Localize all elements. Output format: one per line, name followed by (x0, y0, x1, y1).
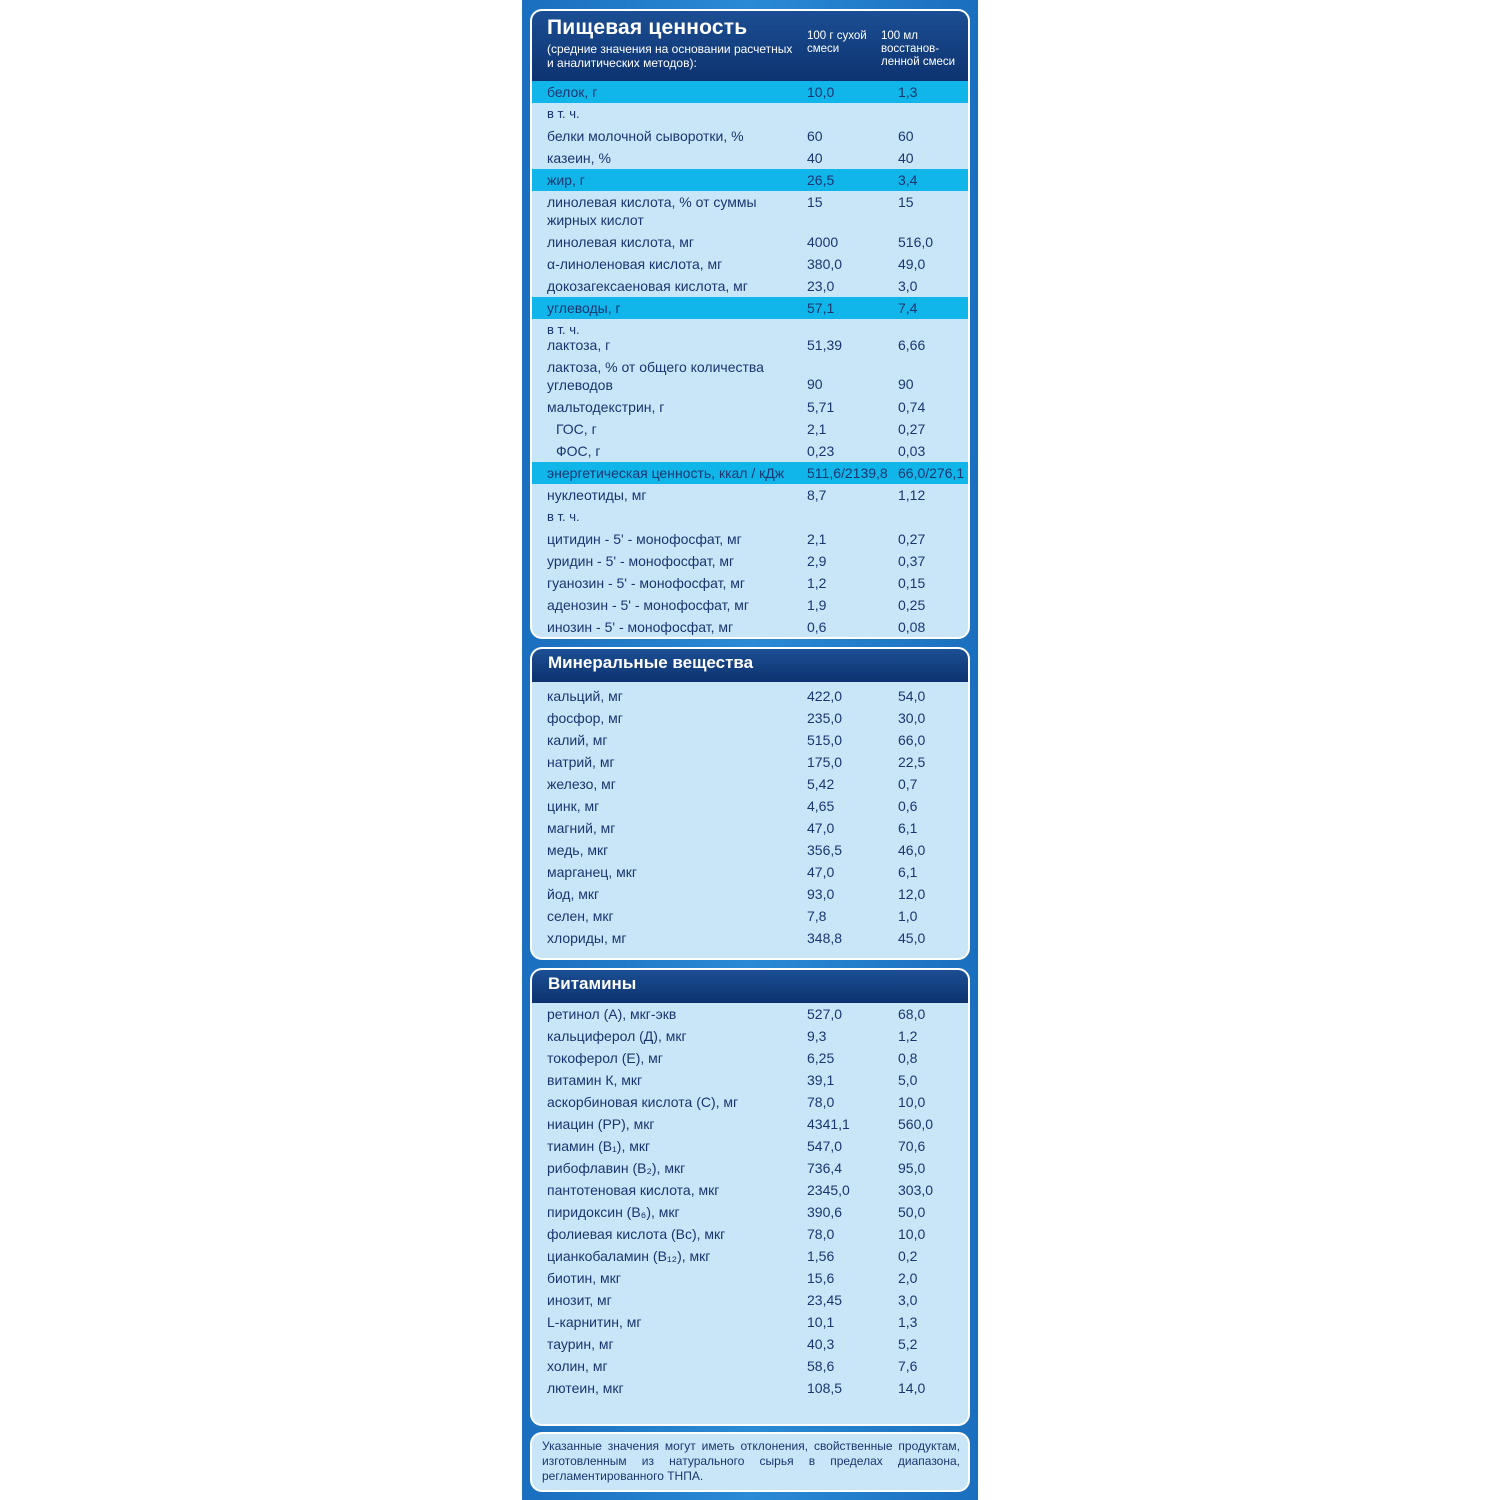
value-per-100ml: 6,1 (898, 820, 918, 836)
value-per-100g: 90 (807, 376, 823, 392)
row-label: линолевая кислота, мг (547, 234, 694, 250)
value-per-100g: 51,39 (807, 337, 843, 353)
table-row (532, 729, 968, 751)
value-per-100ml: 10,0 (898, 1094, 926, 1110)
table-row (532, 334, 968, 356)
value-per-100ml: 14,0 (898, 1380, 926, 1396)
row-label: холин, мг (547, 1358, 608, 1374)
row-label: инозит, мг (547, 1292, 612, 1308)
table-row (532, 927, 968, 949)
value-per-100g: 736,4 (807, 1160, 843, 1176)
value-per-100ml: 1,12 (898, 487, 926, 503)
table-row (532, 572, 968, 594)
row-label: ниацин (РР), мкг (547, 1116, 655, 1132)
table-row (532, 616, 968, 638)
value-per-100ml: 1,3 (898, 1314, 918, 1330)
value-per-100g: 422,0 (807, 688, 843, 704)
value-per-100g: 5,71 (807, 399, 835, 415)
value-per-100g: 6,25 (807, 1050, 835, 1066)
row-label: пантотеновая кислота, мкг (547, 1182, 720, 1198)
table-row (532, 861, 968, 883)
row-label: аденозин - 5' - монофосфат, мг (547, 597, 750, 613)
value-per-100ml: 1,3 (898, 84, 918, 100)
table-row (532, 594, 968, 616)
minerals-table (532, 682, 968, 949)
table-row (532, 484, 968, 506)
value-per-100ml: 303,0 (898, 1182, 934, 1198)
value-per-100g: 4000 (807, 234, 839, 250)
value-per-100ml: 560,0 (898, 1116, 934, 1132)
value-per-100ml: 5,0 (898, 1072, 918, 1088)
value-per-100ml: 90 (898, 376, 914, 392)
row-label: лактоза, г (547, 337, 611, 353)
value-per-100g: 4,65 (807, 798, 835, 814)
value-per-100ml: 5,2 (898, 1336, 918, 1352)
value-per-100ml: 0,7 (898, 776, 918, 792)
table-row (532, 1245, 968, 1267)
row-label: натрий, мг (547, 754, 615, 770)
value-per-100ml: 3,4 (898, 172, 918, 188)
row-label: биотин, мкг (547, 1270, 621, 1286)
table-row (532, 1267, 968, 1289)
table-row (532, 1047, 968, 1069)
value-per-100g: 235,0 (807, 710, 843, 726)
row-label: ГОС, г (556, 421, 597, 437)
value-per-100g: 527,0 (807, 1006, 843, 1022)
value-per-100ml: 7,4 (898, 300, 918, 316)
row-label: в т. ч. (547, 322, 580, 337)
row-label: токоферол (Е), мг (547, 1050, 663, 1066)
value-per-100ml: 10,0 (898, 1226, 926, 1242)
disclaimer-note: Указанные значения могут иметь отклонения, свойственные продуктам, изготовленным из натурального сырья в пределах диапазона, регламентированного ТНПА. (542, 1439, 960, 1483)
value-per-100g: 58,6 (807, 1358, 835, 1374)
value-per-100g: 78,0 (807, 1226, 835, 1242)
value-per-100g: 175,0 (807, 754, 843, 770)
row-label: углеводы, г (547, 300, 621, 316)
value-per-100g: 2,1 (807, 531, 827, 547)
value-per-100g: 40 (807, 150, 823, 166)
value-per-100g: 547,0 (807, 1138, 843, 1154)
row-label: энергетическая ценность, ккал / кДж (547, 465, 785, 481)
row-label: йод, мкг (547, 886, 600, 902)
table-row (532, 1003, 968, 1025)
value-per-100g: 1,9 (807, 597, 827, 613)
value-per-100ml: 12,0 (898, 886, 926, 902)
value-per-100ml: 15 (898, 194, 914, 210)
table-row (532, 418, 968, 440)
value-per-100ml: 3,0 (898, 278, 918, 294)
column-header-reconstituted: 100 мл восстанов-ленной смеси (881, 30, 956, 68)
value-per-100ml: 7,6 (898, 1358, 918, 1374)
row-label: линолевая кислота, % от суммы жирных кислот (547, 194, 757, 228)
table-row (532, 1069, 968, 1091)
table-row (532, 1201, 968, 1223)
row-label: таурин, мг (547, 1336, 614, 1352)
row-label: инозин - 5' - монофосфат, мг (547, 619, 734, 635)
value-per-100ml: 0,37 (898, 553, 926, 569)
column-header-dry: 100 г сухой смеси (807, 30, 867, 55)
vitamins-header (532, 970, 968, 1003)
minerals-header (532, 649, 968, 682)
value-per-100g: 356,5 (807, 842, 843, 858)
value-per-100g: 511,6/2139,8 (807, 465, 888, 481)
table-row (532, 795, 968, 817)
value-per-100ml: 0,25 (898, 597, 926, 613)
table-row (532, 751, 968, 773)
table-row (532, 1289, 968, 1311)
value-per-100g: 39,1 (807, 1072, 835, 1088)
value-per-100ml: 45,0 (898, 930, 926, 946)
table-row (532, 839, 968, 861)
table-row (532, 231, 968, 253)
row-label: марганец, мкг (547, 864, 637, 880)
table-row (532, 1113, 968, 1135)
vitamins-title: Витамины (548, 974, 637, 993)
value-per-100g: 78,0 (807, 1094, 835, 1110)
row-label: белки молочной сыворотки, % (547, 128, 744, 144)
value-per-100ml: 1,0 (898, 908, 918, 924)
row-label: жир, г (547, 172, 585, 188)
row-label: гуанозин - 5' - монофосфат, мг (547, 575, 746, 591)
row-label: α-линоленовая кислота, мг (547, 256, 723, 272)
value-per-100g: 390,6 (807, 1204, 843, 1220)
value-per-100ml: 6,1 (898, 864, 918, 880)
value-per-100ml: 40 (898, 150, 914, 166)
table-row (532, 773, 968, 795)
vitamins-table (532, 1003, 968, 1399)
value-per-100ml: 0,08 (898, 619, 926, 635)
value-per-100ml: 0,15 (898, 575, 926, 591)
value-per-100ml: 0,74 (898, 399, 926, 415)
value-per-100ml: 0,2 (898, 1248, 918, 1264)
vitamins-panel (530, 968, 970, 1426)
row-label: железо, мг (547, 776, 616, 792)
value-per-100g: 0,6 (807, 619, 827, 635)
row-label: лактоза, % от общего количества углеводов (547, 359, 764, 393)
minerals-panel (530, 647, 970, 960)
table-row (532, 275, 968, 297)
row-label: тиамин (В₁), мкг (547, 1138, 651, 1154)
value-per-100g: 10,0 (807, 84, 835, 100)
table-row (532, 169, 968, 191)
value-per-100ml: 0,6 (898, 798, 918, 814)
nutrition-subtitle: (средние значения на основании расчетных и аналитических методов): (547, 42, 793, 70)
value-per-100ml: 70,6 (898, 1138, 926, 1154)
row-label: хлориды, мг (547, 930, 627, 946)
table-row (532, 1311, 968, 1333)
table-row (532, 707, 968, 729)
value-per-100g: 348,8 (807, 930, 843, 946)
table-row (532, 817, 968, 839)
table-row (532, 506, 968, 528)
row-label: рибофлавин (В₂), мкг (547, 1160, 686, 1176)
row-label: казеин, % (547, 150, 611, 166)
table-row (532, 1223, 968, 1245)
row-label: витамин К, мкг (547, 1072, 643, 1088)
value-per-100ml: 22,5 (898, 754, 926, 770)
row-label: кальциферол (Д), мкг (547, 1028, 687, 1044)
value-per-100ml: 68,0 (898, 1006, 926, 1022)
value-per-100g: 15,6 (807, 1270, 835, 1286)
nutrition-title: Пищевая ценность (547, 16, 748, 39)
row-label: докозагексаеновая кислота, мг (547, 278, 748, 294)
value-per-100ml: 0,8 (898, 1050, 918, 1066)
value-per-100ml: 3,0 (898, 1292, 918, 1308)
table-row (532, 462, 968, 484)
value-per-100g: 2345,0 (807, 1182, 850, 1198)
nutrition-panel (530, 9, 970, 639)
row-label: медь, мкг (547, 842, 609, 858)
row-label: лютеин, мкг (547, 1380, 624, 1396)
note-panel (530, 1432, 970, 1492)
row-label: цитидин - 5' - монофосфат, мг (547, 531, 742, 547)
value-per-100g: 26,5 (807, 172, 835, 188)
table-row (532, 1091, 968, 1113)
value-per-100g: 4341,1 (807, 1116, 850, 1132)
value-per-100ml: 2,0 (898, 1270, 918, 1286)
value-per-100ml: 0,27 (898, 421, 926, 437)
value-per-100g: 1,56 (807, 1248, 835, 1264)
row-label: цинк, мг (547, 798, 600, 814)
table-row (532, 297, 968, 319)
row-label: L-карнитин, мг (547, 1314, 642, 1330)
row-label: пиридоксин (В₆), мкг (547, 1204, 680, 1220)
row-label: ФОС, г (556, 443, 601, 459)
minerals-title: Минеральные вещества (548, 653, 754, 672)
row-label: калий, мг (547, 732, 608, 748)
value-per-100ml: 6,66 (898, 337, 926, 353)
value-per-100g: 0,23 (807, 443, 835, 459)
row-label: селен, мкг (547, 908, 614, 924)
row-label: мальтодекстрин, г (547, 399, 665, 415)
row-label: уридин - 5' - монофосфат, мг (547, 553, 735, 569)
value-per-100g: 5,42 (807, 776, 835, 792)
row-label: в т. ч. (547, 509, 580, 524)
value-per-100ml: 50,0 (898, 1204, 926, 1220)
table-row (532, 147, 968, 169)
table-row (532, 253, 968, 275)
table-row (532, 1377, 968, 1399)
value-per-100g: 10,1 (807, 1314, 835, 1330)
value-per-100g: 515,0 (807, 732, 843, 748)
table-row (532, 1355, 968, 1377)
row-label: фосфор, мг (547, 710, 623, 726)
table-row (532, 883, 968, 905)
value-per-100ml: 60 (898, 128, 914, 144)
table-row (532, 1025, 968, 1047)
value-per-100ml: 95,0 (898, 1160, 926, 1176)
value-per-100ml: 1,2 (898, 1028, 918, 1044)
value-per-100g: 2,1 (807, 421, 827, 437)
value-per-100g: 23,0 (807, 278, 835, 294)
value-per-100g: 1,2 (807, 575, 827, 591)
value-per-100ml: 516,0 (898, 234, 934, 250)
row-label: фолиевая кислота (Вс), мкг (547, 1226, 726, 1242)
value-per-100g: 380,0 (807, 256, 843, 272)
row-label: кальций, мг (547, 688, 623, 704)
table-row (532, 396, 968, 418)
value-per-100g: 40,3 (807, 1336, 835, 1352)
value-per-100ml: 66,0/276,1 (898, 465, 965, 481)
row-label: белок, г (547, 84, 598, 100)
nutrition-table (532, 81, 968, 638)
value-per-100g: 60 (807, 128, 823, 144)
row-label: в т. ч. (547, 106, 580, 121)
table-row (532, 125, 968, 147)
value-per-100ml: 46,0 (898, 842, 926, 858)
value-per-100ml: 54,0 (898, 688, 926, 704)
table-row (532, 1333, 968, 1355)
row-label: аскорбиновая кислота (С), мг (547, 1094, 739, 1110)
value-per-100g: 15 (807, 194, 823, 210)
nutrition-header (532, 11, 968, 81)
table-row (532, 1157, 968, 1179)
table-row (532, 905, 968, 927)
row-label: нуклеотиды, мг (547, 487, 647, 503)
table-row (532, 440, 968, 462)
table-row (532, 528, 968, 550)
value-per-100ml: 0,03 (898, 443, 926, 459)
value-per-100g: 47,0 (807, 864, 835, 880)
row-label: цианкобаламин (В₁₂), мкг (547, 1248, 711, 1264)
table-row (532, 319, 968, 337)
table-row (532, 1179, 968, 1201)
value-per-100g: 108,5 (807, 1380, 843, 1396)
value-per-100ml: 30,0 (898, 710, 926, 726)
table-row (532, 103, 968, 125)
row-label: ретинол (А), мкг-экв (547, 1006, 677, 1022)
table-row (532, 81, 968, 103)
value-per-100g: 93,0 (807, 886, 835, 902)
table-row (532, 1135, 968, 1157)
value-per-100g: 47,0 (807, 820, 835, 836)
value-per-100g: 57,1 (807, 300, 835, 316)
table-row (532, 550, 968, 572)
table-row (532, 356, 968, 396)
value-per-100g: 23,45 (807, 1292, 843, 1308)
value-per-100ml: 0,27 (898, 531, 926, 547)
table-row (532, 685, 968, 707)
value-per-100ml: 66,0 (898, 732, 926, 748)
value-per-100ml: 49,0 (898, 256, 926, 272)
table-row (532, 191, 968, 231)
value-per-100g: 2,9 (807, 553, 827, 569)
value-per-100g: 8,7 (807, 487, 827, 503)
value-per-100g: 7,8 (807, 908, 827, 924)
row-label: магний, мг (547, 820, 616, 836)
value-per-100g: 9,3 (807, 1028, 827, 1044)
